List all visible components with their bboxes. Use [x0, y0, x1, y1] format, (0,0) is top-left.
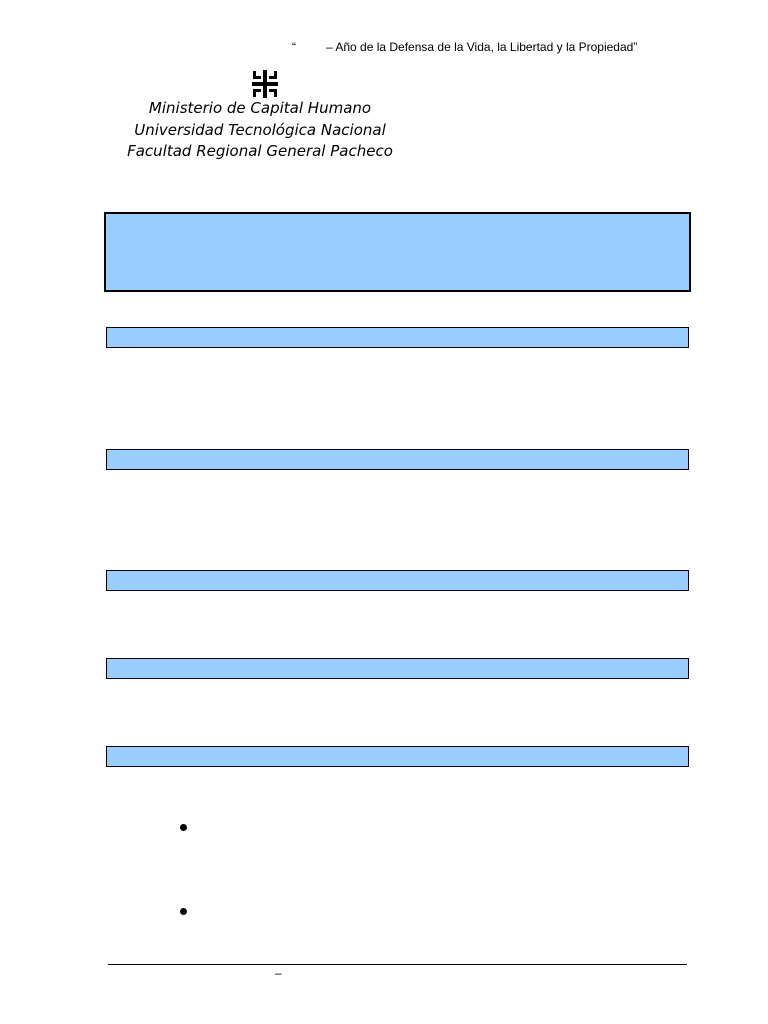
bullet-point — [180, 824, 187, 831]
institution-ministry: Ministerio de Capital Humano — [148, 99, 372, 117]
bullet-point — [180, 908, 187, 915]
footer-text: – — [275, 966, 282, 980]
motto-text: – Año de la Defensa de la Vida, la Libertad y la Propiedad” — [326, 40, 638, 54]
institution-university: Universidad Tecnológica Nacional — [134, 120, 386, 139]
section-header-bar-1 — [106, 327, 689, 348]
section-header-bar-3 — [106, 570, 689, 591]
institution-faculty: Facultad Regional General Pacheco — [127, 142, 393, 160]
document-title-box — [104, 212, 691, 292]
header-motto — [292, 40, 637, 54]
footer-divider — [108, 964, 687, 965]
section-header-bar-4 — [106, 658, 689, 679]
section-header-bar-5 — [106, 746, 689, 767]
institution-block — [120, 98, 400, 163]
utn-logo-icon — [252, 70, 278, 98]
section-header-bar-2 — [106, 449, 689, 470]
motto-open-quote: “ — [292, 40, 296, 54]
